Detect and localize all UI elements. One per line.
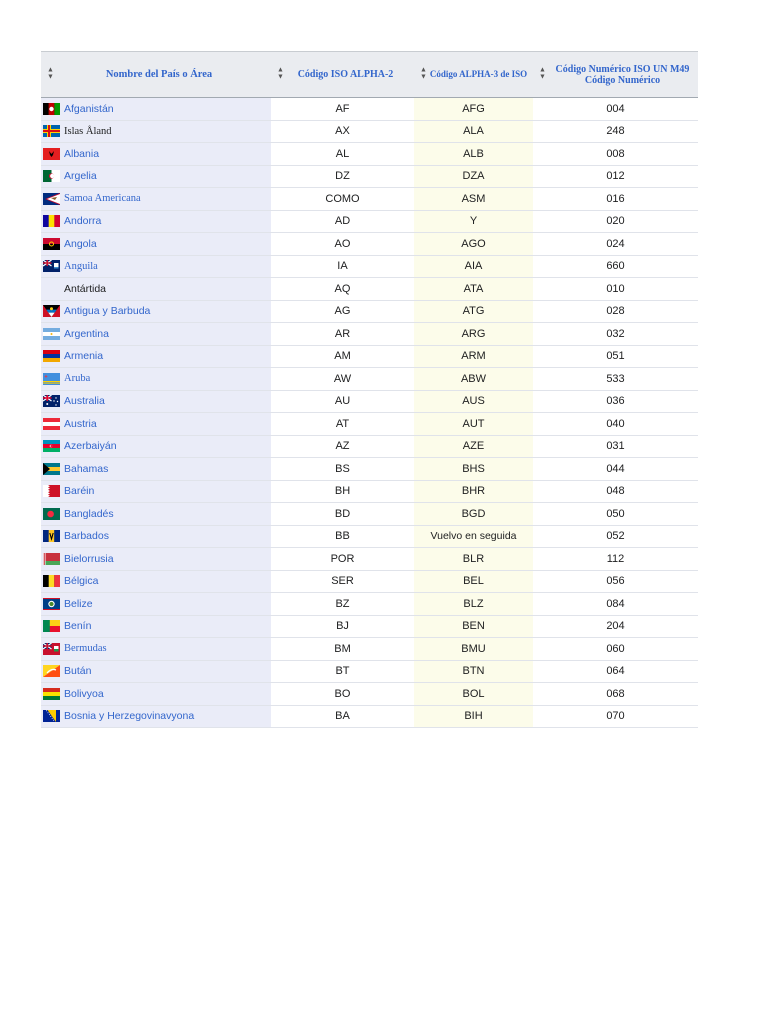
country-name-cell bbox=[41, 616, 271, 638]
country-name-cell bbox=[41, 458, 271, 480]
alpha2-cell: AM bbox=[271, 346, 414, 368]
alpha2-cell: BM bbox=[271, 638, 414, 660]
country-name-cell bbox=[41, 413, 271, 435]
alpha3-cell: BEL bbox=[414, 571, 533, 593]
armenia-flag-icon bbox=[43, 350, 60, 362]
alpha2-cell: DZ bbox=[271, 166, 414, 188]
country-name-link[interactable]: Bermudas bbox=[64, 643, 107, 655]
alpha2-cell: BS bbox=[271, 458, 414, 480]
azerbaijan-flag-icon bbox=[43, 440, 60, 452]
table-row bbox=[41, 301, 698, 324]
country-name-cell bbox=[41, 368, 271, 390]
numeric-code-cell: 070 bbox=[533, 706, 698, 728]
alpha2-cell: AX bbox=[271, 121, 414, 143]
alpha2-cell: SER bbox=[271, 571, 414, 593]
aruba-flag-icon bbox=[43, 373, 60, 385]
numeric-code-cell: 044 bbox=[533, 458, 698, 480]
column-header-alpha3[interactable] bbox=[414, 52, 533, 97]
sort-arrows-icon[interactable]: ▲ ▼ bbox=[277, 64, 284, 80]
belarus-flag-icon bbox=[43, 553, 60, 565]
column-header-label: Código ALPHA-3 de ISO bbox=[429, 69, 528, 79]
numeric-code-cell: 012 bbox=[533, 166, 698, 188]
alpha2-cell: IA bbox=[271, 256, 414, 278]
numeric-code-cell: 052 bbox=[533, 526, 698, 548]
alpha3-cell: ATA bbox=[414, 278, 533, 300]
country-name-link[interactable]: Andorra bbox=[64, 215, 102, 228]
country-name-cell bbox=[41, 661, 271, 683]
alpha2-cell: AO bbox=[271, 233, 414, 255]
country-name-link[interactable]: Bután bbox=[64, 665, 92, 678]
alpha2-cell: BB bbox=[271, 526, 414, 548]
alpha3-cell: DZA bbox=[414, 166, 533, 188]
table-row bbox=[41, 413, 698, 436]
table-row bbox=[41, 323, 698, 346]
barbados-flag-icon bbox=[43, 530, 60, 542]
alpha2-cell: AG bbox=[271, 301, 414, 323]
table-row bbox=[41, 481, 698, 504]
alpha2-cell: AD bbox=[271, 211, 414, 233]
country-name-cell bbox=[41, 301, 271, 323]
country-name-cell bbox=[41, 188, 271, 210]
numeric-code-cell: 036 bbox=[533, 391, 698, 413]
angola-flag-icon bbox=[43, 238, 60, 250]
country-name-link[interactable]: Argelia bbox=[64, 170, 97, 183]
alpha2-cell: AF bbox=[271, 98, 414, 120]
belgium-flag-icon bbox=[43, 575, 60, 587]
column-header-label: Código ISO ALPHA-2 bbox=[297, 69, 394, 80]
country-name-link[interactable]: Samoa Americana bbox=[64, 193, 141, 205]
numeric-code-cell: 040 bbox=[533, 413, 698, 435]
alpha3-cell: ALA bbox=[414, 121, 533, 143]
country-name-link[interactable]: Barbados bbox=[64, 530, 109, 543]
alpha3-cell: AIA bbox=[414, 256, 533, 278]
numeric-code-cell: 048 bbox=[533, 481, 698, 503]
table-row bbox=[41, 503, 698, 526]
country-name-link[interactable]: Austria bbox=[64, 417, 97, 430]
table-row bbox=[41, 233, 698, 256]
table-row bbox=[41, 368, 698, 391]
table-row bbox=[41, 436, 698, 459]
alpha2-cell: AQ bbox=[271, 278, 414, 300]
country-name-cell bbox=[41, 481, 271, 503]
alpha2-cell: COMO bbox=[271, 188, 414, 210]
table-row bbox=[41, 391, 698, 414]
afghanistan-flag-icon bbox=[43, 103, 60, 115]
column-header-label: Nombre del País o Área bbox=[105, 69, 213, 80]
country-name-link[interactable]: Armenia bbox=[64, 350, 104, 363]
numeric-code-cell: 660 bbox=[533, 256, 698, 278]
country-name-cell bbox=[41, 526, 271, 548]
column-header-sublabel: Código Numérico bbox=[584, 74, 661, 86]
table-body bbox=[41, 98, 698, 728]
alpha2-cell: BD bbox=[271, 503, 414, 525]
bahrain-flag-icon bbox=[43, 485, 60, 497]
numeric-code-cell: 008 bbox=[533, 143, 698, 165]
table-row bbox=[41, 211, 698, 234]
alpha2-cell: BA bbox=[271, 706, 414, 728]
alpha3-cell: BLR bbox=[414, 548, 533, 570]
country-name-link[interactable]: Bielorrusia bbox=[64, 552, 114, 565]
alpha3-cell: BGD bbox=[414, 503, 533, 525]
numeric-code-cell: 051 bbox=[533, 346, 698, 368]
numeric-code-cell: 031 bbox=[533, 436, 698, 458]
antigua-flag-icon bbox=[43, 305, 60, 317]
alpha2-cell: AZ bbox=[271, 436, 414, 458]
country-name-cell bbox=[41, 571, 271, 593]
country-name-link[interactable]: Anguila bbox=[64, 260, 98, 272]
country-name-link[interactable]: Aruba bbox=[64, 373, 91, 385]
table-row bbox=[41, 121, 698, 144]
table-row bbox=[41, 661, 698, 684]
numeric-code-cell: 032 bbox=[533, 323, 698, 345]
argentina-flag-icon bbox=[43, 328, 60, 340]
alpha2-cell: BO bbox=[271, 683, 414, 705]
table-row bbox=[41, 548, 698, 571]
numeric-code-cell: 020 bbox=[533, 211, 698, 233]
country-name-cell bbox=[41, 233, 271, 255]
country-name-cell bbox=[41, 391, 271, 413]
sort-arrows-icon[interactable]: ▲ ▼ bbox=[420, 64, 427, 80]
alpha3-cell: ABW bbox=[414, 368, 533, 390]
country-name-link[interactable]: Afganistán bbox=[64, 102, 114, 115]
country-name-link[interactable]: Angola bbox=[64, 237, 97, 250]
numeric-code-cell: 004 bbox=[533, 98, 698, 120]
column-header-numeric[interactable] bbox=[533, 52, 698, 97]
table-row bbox=[41, 256, 698, 279]
anguilla-flag-icon bbox=[43, 260, 60, 272]
column-header-label: Código Numérico ISO UN M49 bbox=[555, 63, 690, 75]
country-name-cell bbox=[41, 436, 271, 458]
table-row bbox=[41, 706, 698, 729]
benin-flag-icon bbox=[43, 620, 60, 632]
alpha3-cell: ARG bbox=[414, 323, 533, 345]
alpha3-cell: BHR bbox=[414, 481, 533, 503]
country-name-cell bbox=[41, 256, 271, 278]
belize-flag-icon bbox=[43, 598, 60, 610]
country-name-cell bbox=[41, 548, 271, 570]
alpha3-cell: ATG bbox=[414, 301, 533, 323]
alpha3-cell: BOL bbox=[414, 683, 533, 705]
numeric-code-cell: 064 bbox=[533, 661, 698, 683]
country-name-link: Antártida bbox=[64, 282, 107, 295]
country-name-link[interactable]: Australia bbox=[64, 395, 105, 408]
alpha3-cell: ASM bbox=[414, 188, 533, 210]
country-name-cell bbox=[41, 323, 271, 345]
alpha2-cell: BT bbox=[271, 661, 414, 683]
andorra-flag-icon bbox=[43, 215, 60, 227]
numeric-code-cell: 024 bbox=[533, 233, 698, 255]
country-name-link[interactable]: Bahamas bbox=[64, 462, 109, 475]
alpha3-cell: BIH bbox=[414, 706, 533, 728]
table-row bbox=[41, 526, 698, 549]
bangladesh-flag-icon bbox=[43, 508, 60, 520]
table-header bbox=[41, 51, 698, 98]
country-name-cell bbox=[41, 211, 271, 233]
country-name-link[interactable]: Argentina bbox=[64, 327, 109, 340]
alpha2-cell: POR bbox=[271, 548, 414, 570]
country-name-link[interactable]: Baréin bbox=[64, 485, 95, 498]
country-codes-table bbox=[41, 51, 698, 728]
alpha3-cell: AUT bbox=[414, 413, 533, 435]
alpha2-cell: AR bbox=[271, 323, 414, 345]
table-row bbox=[41, 458, 698, 481]
numeric-code-cell: 248 bbox=[533, 121, 698, 143]
austria-flag-icon bbox=[43, 418, 60, 430]
country-name-cell bbox=[41, 121, 271, 143]
alpha3-cell: BMU bbox=[414, 638, 533, 660]
table-row bbox=[41, 188, 698, 211]
numeric-code-cell: 204 bbox=[533, 616, 698, 638]
numeric-code-cell: 028 bbox=[533, 301, 698, 323]
country-name-cell bbox=[41, 166, 271, 188]
numeric-code-cell: 056 bbox=[533, 571, 698, 593]
country-name-link[interactable]: Belize bbox=[64, 597, 93, 610]
country-name-cell bbox=[41, 98, 271, 120]
country-name-link[interactable]: Antigua y Barbuda bbox=[64, 305, 151, 318]
country-name-link[interactable]: Benín bbox=[64, 620, 92, 633]
alpha2-cell: AL bbox=[271, 143, 414, 165]
numeric-code-cell: 533 bbox=[533, 368, 698, 390]
numeric-code-cell: 068 bbox=[533, 683, 698, 705]
table-row bbox=[41, 571, 698, 594]
country-name-cell bbox=[41, 346, 271, 368]
alpha3-cell: AFG bbox=[414, 98, 533, 120]
country-name-link[interactable]: Azerbaiyán bbox=[64, 440, 117, 453]
country-name-cell bbox=[41, 143, 271, 165]
alpha3-cell: BHS bbox=[414, 458, 533, 480]
country-name-link: Islas Åland bbox=[64, 125, 112, 137]
alpha3-cell: Y bbox=[414, 211, 533, 233]
sort-arrows-icon[interactable]: ▲ ▼ bbox=[47, 64, 54, 80]
alpha2-cell: BH bbox=[271, 481, 414, 503]
alpha3-cell: AZE bbox=[414, 436, 533, 458]
table-row bbox=[41, 346, 698, 369]
country-name-cell bbox=[41, 638, 271, 660]
table-row bbox=[41, 638, 698, 661]
alpha2-cell: AU bbox=[271, 391, 414, 413]
alpha3-cell: Vuelvo en seguida bbox=[414, 526, 533, 548]
sort-arrows-icon[interactable]: ▲ ▼ bbox=[539, 64, 546, 80]
algeria-flag-icon bbox=[43, 170, 60, 182]
bermuda-flag-icon bbox=[43, 643, 60, 655]
alpha2-cell: BZ bbox=[271, 593, 414, 615]
bhutan-flag-icon bbox=[43, 665, 60, 677]
country-name-cell bbox=[41, 278, 271, 300]
country-name-cell bbox=[41, 706, 271, 728]
country-name-link[interactable]: Bélgica bbox=[64, 575, 99, 588]
country-name-link[interactable]: Bolivyoa bbox=[64, 687, 104, 700]
alpha2-cell: AW bbox=[271, 368, 414, 390]
aland-flag-icon bbox=[43, 125, 60, 137]
alpha2-cell: AT bbox=[271, 413, 414, 435]
american-samoa-flag-icon bbox=[43, 193, 60, 205]
alpha3-cell: BTN bbox=[414, 661, 533, 683]
table-row bbox=[41, 683, 698, 706]
country-name-cell bbox=[41, 593, 271, 615]
numeric-code-cell: 084 bbox=[533, 593, 698, 615]
alpha3-cell: AUS bbox=[414, 391, 533, 413]
table-row bbox=[41, 593, 698, 616]
numeric-code-cell: 060 bbox=[533, 638, 698, 660]
table-row bbox=[41, 166, 698, 189]
alpha2-cell: BJ bbox=[271, 616, 414, 638]
numeric-code-cell: 010 bbox=[533, 278, 698, 300]
country-name-link[interactable]: Bangladés bbox=[64, 507, 114, 520]
alpha3-cell: ARM bbox=[414, 346, 533, 368]
australia-flag-icon bbox=[43, 395, 60, 407]
alpha3-cell: AGO bbox=[414, 233, 533, 255]
alpha3-cell: BLZ bbox=[414, 593, 533, 615]
numeric-code-cell: 016 bbox=[533, 188, 698, 210]
country-name-cell bbox=[41, 683, 271, 705]
country-name-cell bbox=[41, 503, 271, 525]
bosnia-flag-icon bbox=[43, 710, 60, 722]
numeric-code-cell: 112 bbox=[533, 548, 698, 570]
bahamas-flag-icon bbox=[43, 463, 60, 475]
table-row bbox=[41, 143, 698, 166]
country-name-link[interactable]: Albania bbox=[64, 147, 100, 160]
table-row bbox=[41, 98, 698, 121]
numeric-code-cell: 050 bbox=[533, 503, 698, 525]
albania-flag-icon bbox=[43, 148, 60, 160]
column-header-country-name[interactable] bbox=[41, 52, 271, 97]
alpha3-cell: ALB bbox=[414, 143, 533, 165]
table-row bbox=[41, 616, 698, 639]
column-header-alpha2[interactable] bbox=[271, 52, 414, 97]
alpha3-cell: BEN bbox=[414, 616, 533, 638]
bolivia-flag-icon bbox=[43, 688, 60, 700]
table-row bbox=[41, 278, 698, 301]
country-name-link[interactable]: Bosnia y Herzegovinavyona bbox=[64, 710, 195, 723]
